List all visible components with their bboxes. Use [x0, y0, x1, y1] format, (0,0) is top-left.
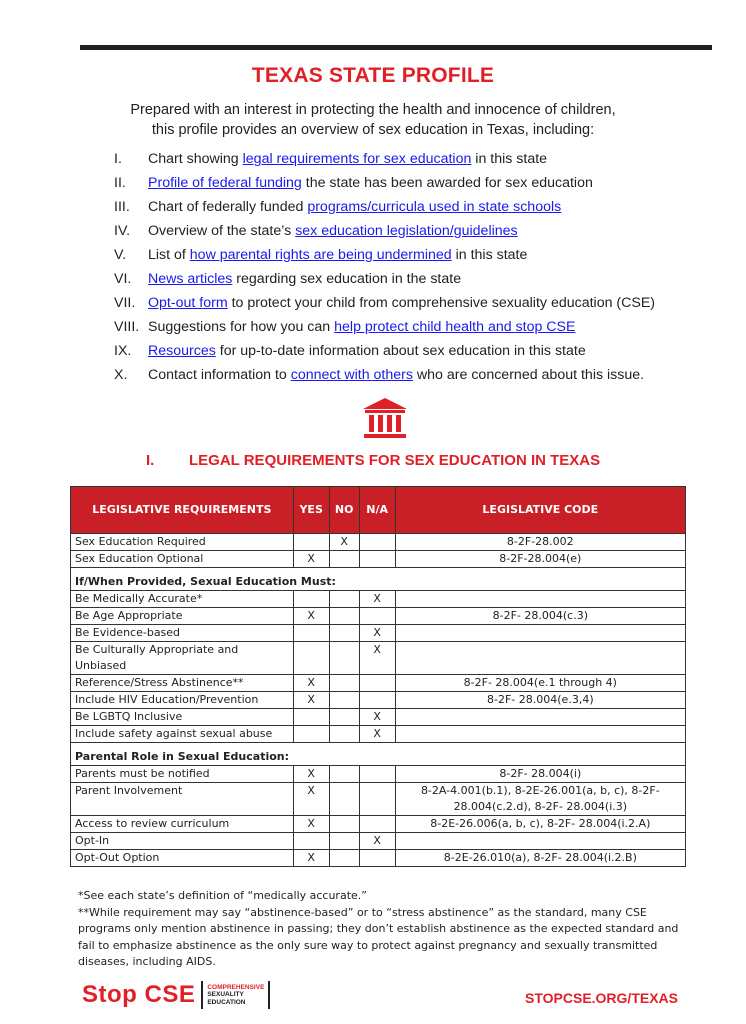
cell-yes: X — [293, 850, 329, 867]
cell-code — [395, 642, 685, 675]
cell-req: Be Medically Accurate* — [71, 591, 294, 608]
table-row — [71, 675, 686, 692]
cell-yes: X — [293, 692, 329, 709]
cell-yes — [293, 726, 329, 743]
logo-sub-line: EDUCATION — [207, 998, 246, 1006]
footer-url[interactable]: STOPCSE.ORG/TEXAS — [525, 990, 678, 1006]
cell-yes — [293, 625, 329, 642]
cell-yes — [293, 709, 329, 726]
cell-code: 8-2F- 28.004(c.3) — [395, 608, 685, 625]
toc-number: X. — [114, 367, 128, 383]
cell-na — [359, 816, 395, 833]
toc-number: VIII. — [114, 319, 140, 335]
cell-code: 8-2F- 28.004(i) — [395, 766, 685, 783]
intro-line: Prepared with an interest in protecting the health and innocence of children, — [130, 102, 616, 118]
cell-no — [329, 816, 359, 833]
toc-item — [114, 365, 714, 389]
cell-na: X — [359, 591, 395, 608]
logo-sub-line: SEXUALITY — [207, 991, 244, 999]
cell-code — [395, 709, 685, 726]
table-row — [71, 534, 686, 551]
cell-yes — [293, 833, 329, 850]
cell-no — [329, 726, 359, 743]
cell-na — [359, 692, 395, 709]
table-row — [71, 551, 686, 568]
cell-req: Parents must be notified — [71, 766, 294, 783]
top-rule — [80, 45, 712, 50]
toc-number: VI. — [114, 271, 132, 287]
toc-item — [114, 173, 714, 197]
cell-req: Parent Involvement — [71, 783, 294, 816]
toc-item — [114, 317, 714, 341]
toc-link[interactable]: programs/curricula used in state schools — [307, 199, 562, 215]
toc-text: in this state — [451, 247, 528, 263]
cell-na: X — [359, 625, 395, 642]
page-title: TEXAS STATE PROFILE — [251, 64, 495, 87]
section-number: I. — [146, 452, 155, 469]
cell-na: X — [359, 642, 395, 675]
toc-text: Overview of the state’s — [148, 223, 296, 239]
intro-text — [100, 100, 646, 140]
toc-item — [114, 269, 714, 293]
cell-code: 8-2E-26.006(a, b, c), 8-2F- 28.004(i.2.A) — [395, 816, 685, 833]
table-row — [71, 850, 686, 867]
table-subheading: If/When Provided, Sexual Education Must: — [71, 568, 686, 591]
cell-code — [395, 591, 685, 608]
cell-na — [359, 850, 395, 867]
toc-text: Suggestions for how you can — [148, 319, 335, 335]
cell-no — [329, 709, 359, 726]
footnote: **While requirement may say “abstinence-based” or to “stress abstinence” as the standard, many CSE programs only mention abstinence in passing; they don’t establish abstinence as the expected standard and fail to emphasize abstinence as the only sure way to protect against pregnancy and sexually transmitted diseases, including AIDS. — [78, 905, 679, 968]
cell-code: 8-2F- 28.004(e.3,4) — [395, 692, 685, 709]
cell-req: Be Age Appropriate — [71, 608, 294, 625]
toc-link[interactable]: legal requirements for sex education — [242, 151, 472, 167]
government-building-icon — [361, 396, 409, 440]
table-subheading: Parental Role in Sexual Education: — [71, 743, 686, 766]
table-row — [71, 709, 686, 726]
table-row — [71, 816, 686, 833]
table-of-contents — [114, 149, 714, 389]
section-title: LEGAL REQUIREMENTS FOR SEX EDUCATION IN TEXAS — [189, 452, 601, 469]
cell-req: Include HIV Education/Prevention — [71, 692, 294, 709]
table-row — [71, 766, 686, 783]
toc-link[interactable]: News articles — [148, 271, 233, 287]
cell-req: Include safety against sexual abuse — [71, 726, 294, 743]
cell-code: 8-2F- 28.004(e.1 through 4) — [395, 675, 685, 692]
toc-text: for up-to-date information about sex education in this state — [215, 343, 586, 359]
cell-na — [359, 783, 395, 816]
toc-number: IV. — [114, 223, 131, 239]
cell-req: Be LGBTQ Inclusive — [71, 709, 294, 726]
logo-text: Stop CSE — [82, 981, 196, 1008]
table-subheading-row — [71, 568, 686, 591]
cell-code: 8-2F-28.004(e) — [395, 551, 685, 568]
toc-link[interactable]: sex education legislation/guidelines — [295, 223, 518, 239]
toc-item — [114, 149, 714, 173]
cell-na: X — [359, 709, 395, 726]
footnotes — [78, 888, 688, 971]
cell-yes: X — [293, 766, 329, 783]
cell-yes: X — [293, 675, 329, 692]
toc-item — [114, 245, 714, 269]
toc-number: VII. — [114, 295, 136, 311]
toc-item — [114, 221, 714, 245]
cell-na — [359, 766, 395, 783]
toc-link[interactable]: Profile of federal funding — [148, 175, 302, 191]
cell-yes — [293, 591, 329, 608]
cell-no — [329, 625, 359, 642]
cell-code — [395, 833, 685, 850]
cell-no — [329, 783, 359, 816]
legal-requirements-table — [70, 486, 686, 867]
stop-cse-logo — [82, 980, 270, 1010]
cell-req: Opt-Out Option — [71, 850, 294, 867]
cell-no — [329, 675, 359, 692]
cell-code: 8-2F-28.002 — [395, 534, 685, 551]
footnote: *See each state’s definition of “medically accurate.” — [78, 889, 367, 902]
cell-na — [359, 534, 395, 551]
cell-req: Be Evidence-based — [71, 625, 294, 642]
table-row — [71, 625, 686, 642]
cell-na — [359, 551, 395, 568]
header-code: LEGISLATIVE CODE — [395, 487, 685, 534]
cell-code — [395, 625, 685, 642]
cell-code: 8-2E-26.010(a), 8-2F- 28.004(i.2.B) — [395, 850, 685, 867]
toc-number: III. — [114, 199, 130, 215]
cell-req: Be Culturally Appropriate and Unbiased — [71, 642, 294, 675]
header-no: NO — [329, 487, 359, 534]
cell-yes: X — [293, 608, 329, 625]
toc-text: regarding sex education in the state — [232, 271, 462, 287]
cell-no — [329, 692, 359, 709]
toc-text: Contact information to — [148, 367, 291, 383]
cell-no — [329, 608, 359, 625]
cell-code: 8-2A-4.001(b.1), 8-2E-26.001(a, b, c), 8-2F-28.004(c.2.d), 8-2F- 28.004(i.3) — [395, 783, 685, 816]
cell-no — [329, 551, 359, 568]
toc-link[interactable]: connect with others — [290, 367, 413, 383]
cell-yes: X — [293, 551, 329, 568]
table-row — [71, 726, 686, 743]
table-row — [71, 591, 686, 608]
cell-yes: X — [293, 816, 329, 833]
cell-no — [329, 766, 359, 783]
toc-text: Chart showing — [148, 151, 243, 167]
cell-req: Sex Education Required — [71, 534, 294, 551]
cell-req: Reference/Stress Abstinence** — [71, 675, 294, 692]
toc-text: to protect your child from comprehensive sexuality education (CSE) — [227, 295, 656, 311]
table-row — [71, 608, 686, 625]
cell-yes — [293, 642, 329, 675]
cell-na — [359, 608, 395, 625]
cell-req: Sex Education Optional — [71, 551, 294, 568]
table-row — [71, 642, 686, 675]
table-row — [71, 833, 686, 850]
cell-yes: X — [293, 783, 329, 816]
toc-text: the state has been awarded for sex education — [301, 175, 593, 191]
toc-link[interactable]: Resources — [148, 343, 216, 359]
cell-yes — [293, 534, 329, 551]
cell-na: X — [359, 833, 395, 850]
toc-link[interactable]: how parental rights are being undermined — [189, 247, 452, 263]
cell-no — [329, 591, 359, 608]
logo-subtitle — [201, 981, 270, 1009]
toc-number: IX. — [114, 343, 132, 359]
table-subheading-row — [71, 743, 686, 766]
toc-text: Chart of federally funded — [148, 199, 308, 215]
header-na: N/A — [359, 487, 395, 534]
table-row — [71, 692, 686, 709]
toc-item — [114, 197, 714, 221]
cell-no: X — [329, 534, 359, 551]
toc-number: I. — [114, 151, 122, 167]
toc-link[interactable]: help protect child health and stop CSE — [334, 319, 576, 335]
cell-na — [359, 675, 395, 692]
cell-no — [329, 642, 359, 675]
toc-text: List of — [148, 247, 190, 263]
logo-sub-line: COMPREHENSIVE — [207, 983, 265, 991]
cell-no — [329, 833, 359, 850]
toc-link[interactable]: Opt-out form — [148, 295, 228, 311]
toc-item — [114, 293, 714, 317]
cell-req: Opt-In — [71, 833, 294, 850]
cell-na: X — [359, 726, 395, 743]
table-header-row — [71, 487, 686, 534]
cell-no — [329, 850, 359, 867]
header-yes: YES — [293, 487, 329, 534]
toc-text: in this state — [471, 151, 548, 167]
toc-item — [114, 341, 714, 365]
intro-line: this profile provides an overview of sex education in Texas, including: — [151, 122, 595, 138]
section-heading — [146, 452, 600, 469]
header-requirements: LEGISLATIVE REQUIREMENTS — [71, 487, 294, 534]
cell-code — [395, 726, 685, 743]
toc-text: who are concerned about this issue. — [412, 367, 645, 383]
toc-number: II. — [114, 175, 126, 191]
table-row — [71, 783, 686, 816]
toc-number: V. — [114, 247, 127, 263]
cell-req: Access to review curriculum — [71, 816, 294, 833]
